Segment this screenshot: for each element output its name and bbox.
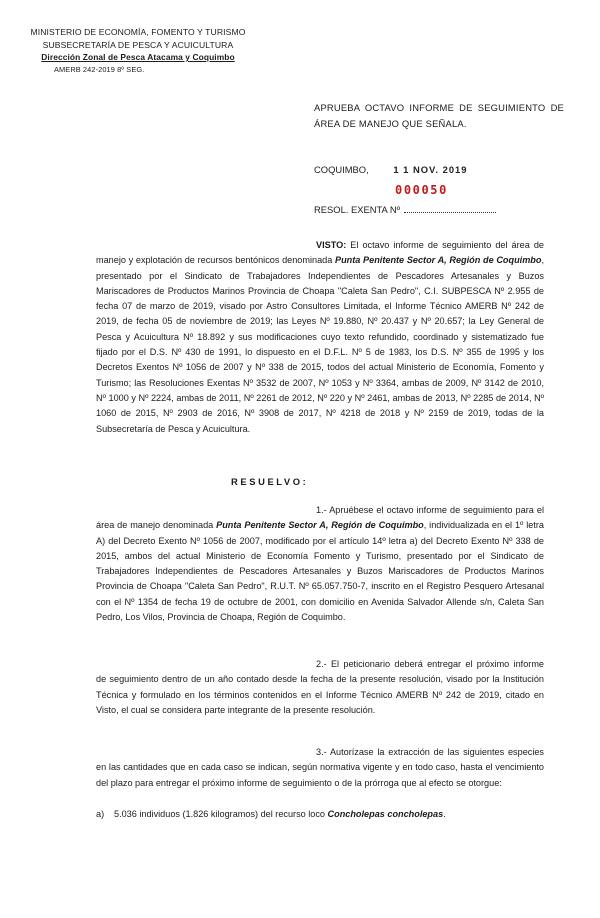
- item-1-text-2: , individualizada en el 1º letra A) del Decreto Exento Nº 1056 de 2007, modificado por el artículo 14º letra a) del Decreto Exento Nº 338 de 2015, ambos del actual Ministerio de Economía Fomento y Turismo, presentado por el Sindicato de Trabajadores Independientes de Pescadores Artesanales y Buzos Mariscadores de Productos Marinos Provincia de Choapa "Caleta San Pedro", R.U.T. Nº 65.057.750-7, inscrito en el Registro Pesquero Artesanal con el Nº 1354 de fecha 19 de octubre de 2001, con domicilio en Avenida Salvador Allende s/n, Caleta San Pedro, Los Vilos, Provincia de Choapa, Región de Coquimbo.: [96, 520, 544, 623]
- dotted-fill-line: [404, 204, 496, 213]
- header-ministry: MINISTERIO DE ECONOMÍA, FOMENTO Y TURISMO: [30, 27, 246, 37]
- resolution-item-1: [96, 503, 544, 625]
- visto-label: VISTO:: [316, 240, 347, 250]
- date-stamp: 1 1 NOV. 2019: [393, 164, 468, 175]
- resolution-item-2: [96, 657, 544, 718]
- header-reference: AMERB 242-2019 8º SEG.: [54, 64, 145, 74]
- item-a-text: 5.036 individuos (1.826 kilogramos) del recurso loco: [114, 809, 328, 819]
- visto-paragraph: [96, 238, 544, 437]
- resuelvo-heading: RESUELVO:: [231, 476, 309, 487]
- item-2-text: 2.- El peticionario deberá entregar el próximo informe de seguimiento dentro de un año contado desde la fecha de la presente resolución, visado por la Institución Técnica y formulado en los términos contenidos en el Informe Técnico AMERB Nº 242 de 2019, citado en Visto, el cual se considera parte integrante de la presente resolución.: [96, 659, 544, 715]
- document-title: APRUEBA OCTAVO INFORME DE SEGUIMIENTO DE ÁREA DE MANEJO QUE SEÑALA.: [314, 102, 564, 129]
- visto-area-name: Punta Penitente Sector A, Región de Coquimbo: [335, 255, 542, 266]
- resolution-item-3: [96, 745, 544, 791]
- place-date-line: [314, 164, 467, 175]
- resolution-number-stamp: 000050: [395, 183, 448, 197]
- resolution-line: [314, 204, 496, 215]
- header-subsecretaria: SUBSECRETARÍA DE PESCA Y ACUICULTURA: [42, 39, 234, 50]
- visto-text-1: El octavo informe de seguimiento del área de manejo y explotación de recursos bentónicos denominada: [96, 240, 544, 266]
- resolution-label: RESOL. EXENTA Nº: [314, 204, 401, 215]
- item-1-text-1: 1.- Apruébese el octavo informe de seguimiento para el área de manejo denominada: [96, 505, 544, 531]
- place-name: COQUIMBO,: [314, 164, 369, 175]
- header-direccion-zonal: Dirección Zonal de Pesca Atacama y Coquimbo: [41, 52, 235, 63]
- item-3-text: 3.- Autorízase la extracción de las siguientes especies en las cantidades que en cada caso se indican, según normativa vigente y en todo caso, hasta el vencimiento del plazo para entregar el próximo informe de seguimiento o de la prórroga que al efecto se otorgue:: [96, 747, 544, 788]
- visto-text-2: , presentado por el Sindicato de Trabajadores Independientes de Pescadores Artesanales y Buzos Mariscadores de Productos Marinos Provincia de Choapa "Caleta San Pedro", C.I. SUBPESCA Nº 2.955 de fecha 07 de marzo de 2019, visado por Astro Consultores Limitada, el Informe Técnico AMERB Nº 242 de 2019, de fecha 05 de noviembre de 2019; las Leyes Nº 19.880, Nº 20.437 y Nº 20.657; la Ley General de Pesca y Acuicultura Nº 18.892 y sus modificaciones cuyo texto refundido, coordinado y sistematizado fue fijado por el D.S. Nº 430 de 1991, lo dispuesto en el D.F.L. Nº 5 de 1983, los D.S. Nº 355 de 1995 y los Decretos Exentos Nº 1056 de 2007 y Nº 338 de 2015, todos del actual Ministerio de Economía, Fomento y Turismo; las Resoluciones Exentas Nº 3532 de 2007, Nº 1053 y Nº 3364, ambas de 2009, Nº 3142 de 2010, Nº 1000 y Nº 2224, ambas de 2011, Nº 2261 de 2012, Nº 220 y Nº 2461, ambas de 2013, Nº 2285 de 2014, Nº 1060 de 2015, Nº 2903 de 2016, Nº 3908 de 2017, Nº 4218 de 2018 y Nº 2159 de 2019, todas de la Subsecretaría de Pesca y Acuicultura.: [96, 255, 545, 434]
- item-1-area-name: Punta Penitente Sector A, Región de Coquimbo: [216, 520, 424, 531]
- item-a-species-name: Concholepas concholepas: [327, 809, 444, 819]
- item-a-label: a): [96, 809, 105, 819]
- species-item-a: [96, 809, 544, 819]
- item-a-end: .: [443, 809, 446, 819]
- ministry-header: [28, 26, 248, 76]
